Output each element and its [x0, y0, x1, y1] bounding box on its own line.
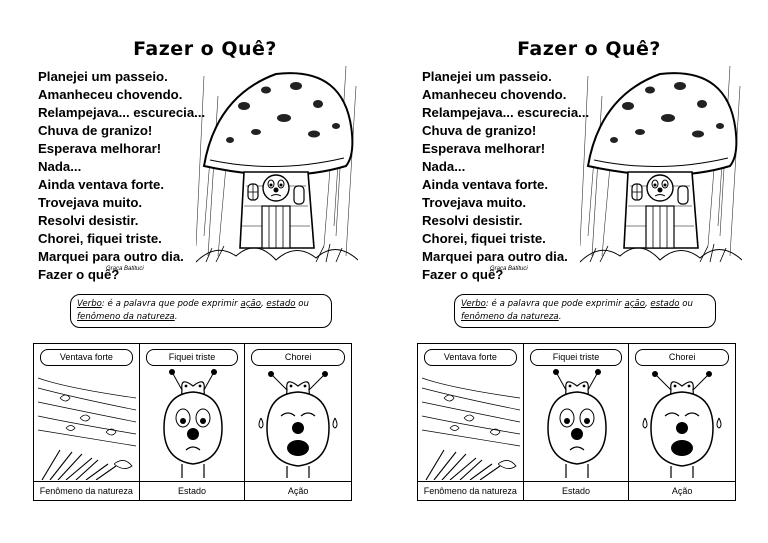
- poem-line: Resolvi desistir.: [38, 213, 139, 228]
- worksheet-title: Fazer o Quê?: [133, 38, 277, 60]
- verb-term: Verbo: [461, 299, 486, 309]
- poem-line: Esperava melhorar!: [422, 141, 546, 156]
- verb-acao: ação: [240, 299, 261, 309]
- panel-label: Ventava forte: [424, 349, 517, 366]
- example-panels: [417, 343, 736, 501]
- verb-end: .: [558, 312, 562, 322]
- mushroom-house-illustration: [580, 56, 742, 268]
- panel-caption: Ação: [245, 481, 351, 500]
- poem-line: Ainda ventava forte.: [422, 177, 549, 192]
- poem-line: Fazer o quê?: [422, 267, 504, 282]
- panel-label: Fiquei triste: [530, 349, 623, 366]
- crying-ladybug-illustration: [631, 368, 733, 480]
- verb-sep: ,: [644, 299, 651, 309]
- panel-caption: Fenômeno da natureza: [34, 481, 139, 500]
- poem-line: Relampejava... escurecia...: [422, 105, 590, 120]
- verb-acao: ação: [624, 299, 645, 309]
- verb-text: : é a palavra que pode exprimir: [485, 299, 625, 309]
- verb-estado: estado: [266, 299, 296, 309]
- poem-line: Nada...: [422, 159, 466, 174]
- panel-label: Ventava forte: [40, 349, 133, 366]
- poem-line: Chuva de granizo!: [422, 123, 537, 138]
- poem-line: Relampejava... escurecia...: [38, 105, 206, 120]
- wind-storm-illustration: [36, 368, 138, 480]
- panel-cry: [245, 344, 351, 500]
- poem-line: Trovejava muito.: [422, 195, 527, 210]
- verb-sep: ou: [679, 299, 693, 309]
- poem-line: Trovejava muito.: [38, 195, 143, 210]
- verb-end: .: [174, 312, 178, 322]
- poem-line: Amanheceu chovendo.: [38, 87, 183, 102]
- poem-line: Ainda ventava forte.: [38, 177, 165, 192]
- verb-sep: ,: [260, 299, 267, 309]
- poem-line: Amanheceu chovendo.: [422, 87, 567, 102]
- poem: [38, 68, 205, 284]
- verb-term: Verbo: [77, 299, 102, 309]
- poem-line: Planejei um passeio.: [38, 69, 168, 84]
- verb-definition-box: [70, 294, 332, 328]
- wind-storm-illustration: [420, 368, 522, 480]
- example-panels: [33, 343, 352, 501]
- poem-line: Nada...: [38, 159, 82, 174]
- poem-line: Marquei para outro dia.: [38, 249, 184, 264]
- panel-caption: Estado: [524, 481, 629, 500]
- poem-line: Esperava melhorar!: [38, 141, 162, 156]
- panel-caption: Ação: [629, 481, 735, 500]
- poem-line: Marquei para outro dia.: [422, 249, 568, 264]
- sad-ladybug-illustration: [526, 368, 628, 480]
- panel-caption: Estado: [140, 481, 245, 500]
- poem-line: Resolvi desistir.: [422, 213, 523, 228]
- verb-definition-box: [454, 294, 716, 328]
- poem-line: Chorei, fiquei triste.: [422, 231, 546, 246]
- panel-wind: [34, 344, 140, 500]
- verb-estado: estado: [650, 299, 680, 309]
- panel-label: Fiquei triste: [146, 349, 239, 366]
- poem-line: Chorei, fiquei triste.: [38, 231, 162, 246]
- sad-ladybug-illustration: [142, 368, 244, 480]
- panel-cry: [629, 344, 735, 500]
- panel-caption: Fenômeno da natureza: [418, 481, 523, 500]
- poem-line: Chuva de granizo!: [38, 123, 153, 138]
- panel-wind: [418, 344, 524, 500]
- crying-ladybug-illustration: [247, 368, 349, 480]
- poem: [422, 68, 589, 284]
- panel-sad: [140, 344, 246, 500]
- poem-line: Planejei um passeio.: [422, 69, 552, 84]
- panel-sad: [524, 344, 630, 500]
- verb-sep: ou: [295, 299, 309, 309]
- verb-fenomeno: fenômeno da natureza: [77, 312, 175, 322]
- verb-fenomeno: fenômeno da natureza: [461, 312, 559, 322]
- verb-text: : é a palavra que pode exprimir: [101, 299, 241, 309]
- panel-label: Chorei: [635, 349, 729, 366]
- poem-line: Fazer o quê?: [38, 267, 120, 282]
- worksheet-title: Fazer o Quê?: [517, 38, 661, 60]
- author-credit: Graça Batituci: [490, 266, 528, 272]
- mushroom-house-illustration: [196, 56, 358, 268]
- worksheet-right: [384, 0, 768, 543]
- author-credit: Graça Batituci: [106, 266, 144, 272]
- panel-label: Chorei: [251, 349, 345, 366]
